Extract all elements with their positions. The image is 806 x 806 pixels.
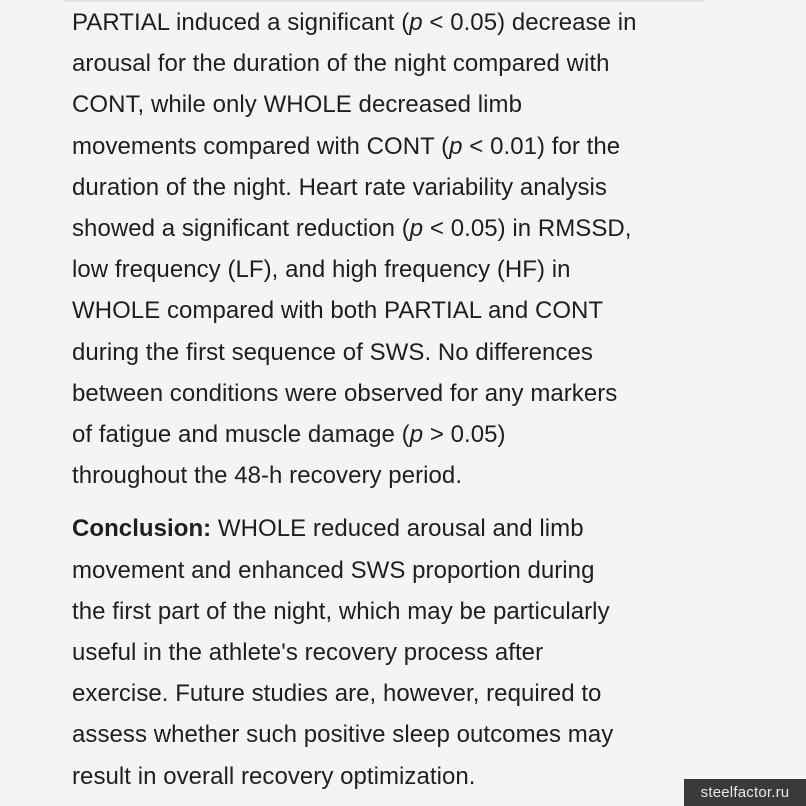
text-line [72,455,712,496]
text-span: during the first sequence of SWS. No differences [72,338,593,366]
text-span: > 0.05) [423,421,506,449]
text-span: throughout the 48-h recovery period. [72,462,463,490]
section-label: Conclusion: [72,515,212,543]
text-span: useful in the athlete's recovery process after [72,639,544,667]
italic-symbol: p [409,9,423,36]
text-line [72,373,712,414]
article-body [72,2,712,797]
text-span: < 0.05) in RMSSD, [423,215,632,243]
text-span: < 0.01) for the [462,132,621,160]
text-span: WHOLE compared with both PARTIAL and CONT [72,297,604,325]
text-span: result in overall recovery optimization. [72,762,476,790]
text-line [72,756,712,797]
text-line [72,673,712,714]
text-span: duration of the night. Heart rate variability analysis [72,173,607,201]
text-line [72,714,712,755]
results-paragraph [72,2,712,496]
text-span: low frequency (LF), and high frequency (HF) in [72,256,571,284]
text-span: assess whether such positive sleep outcomes may [72,721,614,749]
text-line [72,290,712,331]
text-span: exercise. Future studies are, however, required to [72,680,602,708]
text-line [72,84,712,125]
text-span: CONT, while only WHOLE decreased limb [72,91,522,119]
watermark-badge: steelfactor.ru [684,779,806,806]
text-span: < 0.05) decrease in [422,9,637,36]
italic-symbol: p [409,421,424,449]
text-span: WHOLE reduced arousal and limb [211,515,584,543]
text-line [72,332,712,373]
text-span: movement and enhanced SWS proportion during [72,556,595,584]
text-span: PARTIAL induced a significant ( [72,9,410,36]
text-line [72,126,712,167]
italic-symbol: p [449,132,463,160]
text-span: movements compared with CONT ( [72,132,450,160]
text-line [72,208,712,249]
text-line [72,167,712,208]
text-span: arousal for the duration of the night compared with [72,50,610,78]
text-span: showed a significant reduction ( [72,215,410,243]
text-line [72,414,712,455]
text-line [72,249,712,290]
text-line [72,591,712,632]
text-line [72,632,712,673]
text-line [72,508,712,549]
text-span: of fatigue and muscle damage ( [72,421,410,449]
text-line [72,43,712,84]
text-span: between conditions were observed for any markers [72,379,618,407]
italic-symbol: p [409,215,424,243]
text-line [72,2,712,43]
conclusion-paragraph [72,508,712,796]
text-line [72,550,712,591]
text-span: the first part of the night, which may be particularly [72,597,610,625]
